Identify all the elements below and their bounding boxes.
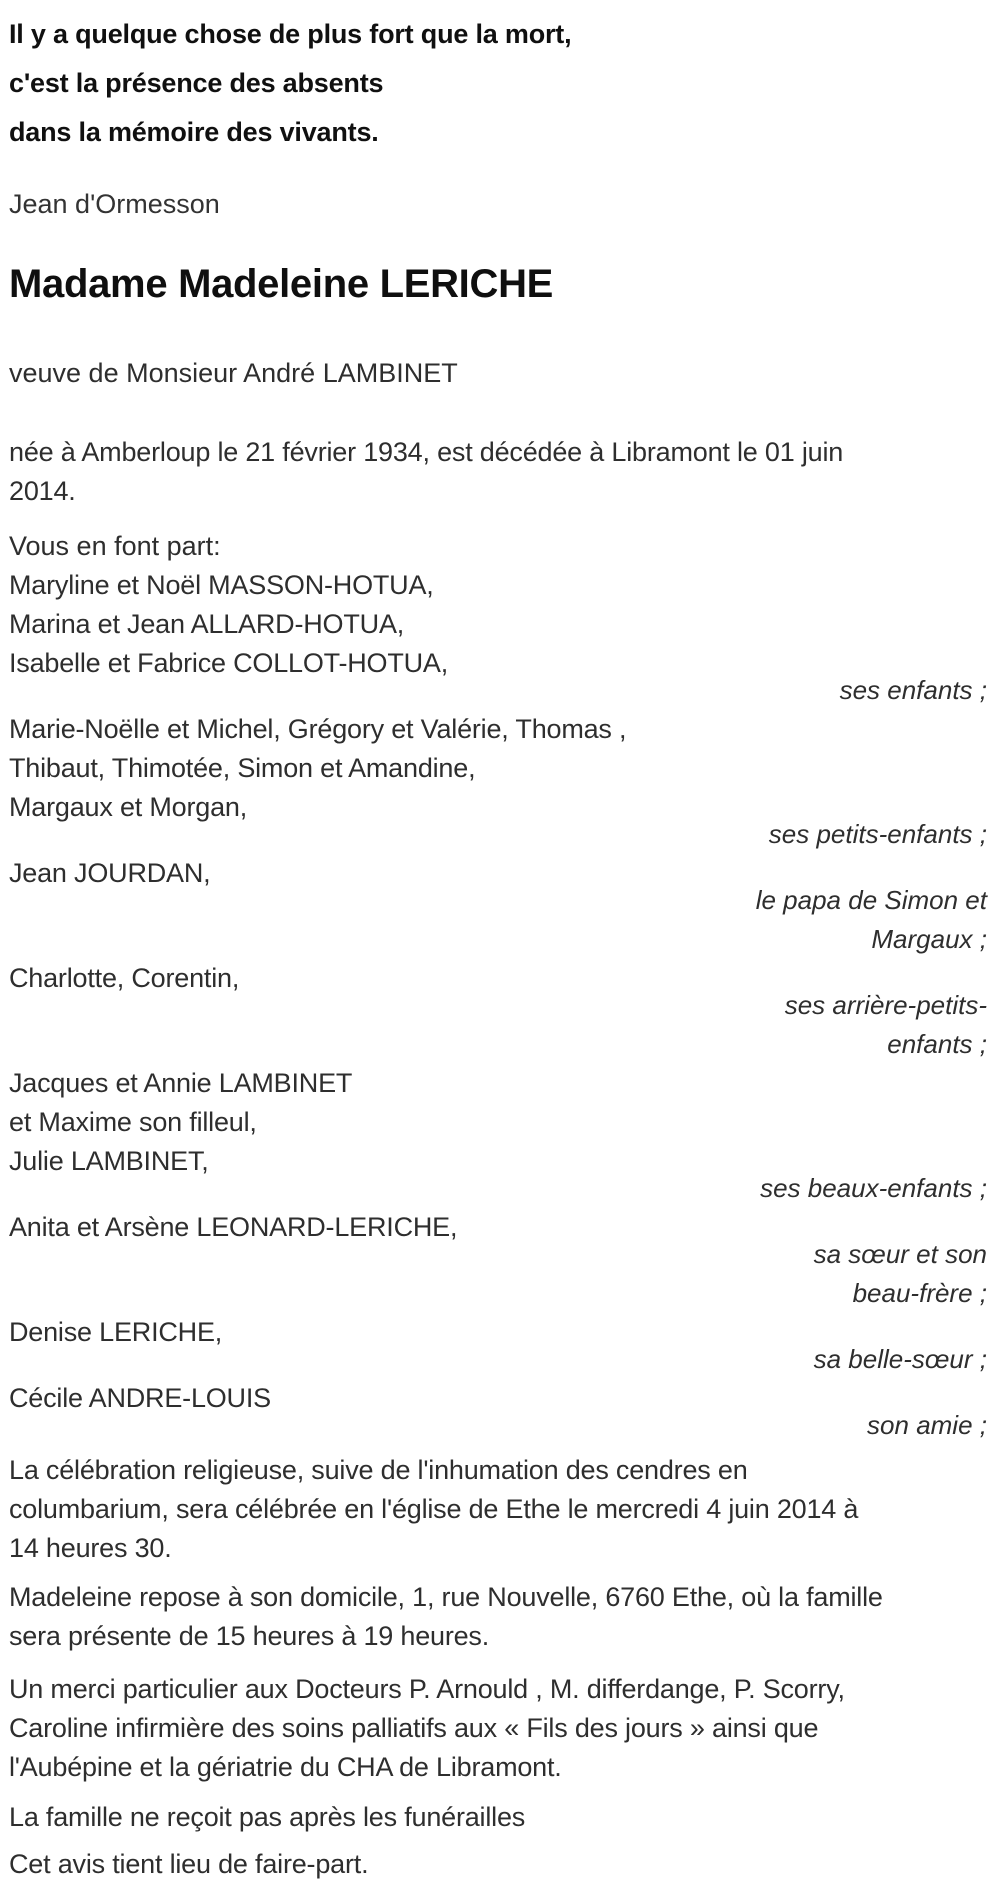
relation-line: ses enfants ; (839, 675, 987, 705)
quote-line: c'est la présence des absents (9, 68, 384, 98)
paragraph-line: Un merci particulier aux Docteurs P. Arnould , M. differdange, P. Scorry, (9, 1674, 845, 1704)
notice-paragraph (9, 1578, 987, 1656)
relation-line: enfants ; (887, 1029, 987, 1059)
relation-line: Margaux ; (871, 924, 987, 954)
relation-line: ses petits-enfants ; (768, 819, 987, 849)
birth-death-dates (9, 433, 987, 511)
announcement-intro: Vous en font part: (9, 531, 221, 561)
paragraph-line: Caroline infirmière des soins palliatifs aux « Fils des jours » ainsi que (9, 1713, 819, 1743)
notice-paragraph (9, 1845, 987, 1884)
family-name-line: Denise LERICHE, (9, 1317, 223, 1347)
paragraph-line: La célébration religieuse, suive de l'inhumation des cendres en (9, 1455, 748, 1485)
family-name-line: Charlotte, Corentin, (9, 963, 240, 993)
relation-line: beau-frère ; (852, 1278, 987, 1308)
family-name-line: Maryline et Noël MASSON-HOTUA, (9, 570, 434, 600)
relation-line: ses beaux-enfants ; (760, 1173, 987, 1203)
family-name-line: Jean JOURDAN, (9, 858, 211, 888)
family-name-line: Julie LAMBINET, (9, 1146, 209, 1176)
family-groups (9, 566, 987, 1445)
family-name-line: Thibaut, Thimotée, Simon et Amandine, (9, 753, 476, 783)
relation-line: sa belle-sœur ; (813, 1344, 987, 1374)
family-group (9, 1208, 987, 1313)
dates-line: née à Amberloup le 21 février 1934, est décédée à Libramont le 01 juin (9, 437, 844, 467)
family-group (9, 1379, 987, 1445)
paragraph-line: 14 heures 30. (9, 1533, 172, 1563)
family-name-line: et Maxime son filleul, (9, 1107, 257, 1137)
family-group (9, 1313, 987, 1379)
paragraph-line: l'Aubépine et la gériatrie du CHA de Libramont. (9, 1752, 562, 1782)
family-name-line: Marina et Jean ALLARD-HOTUA, (9, 609, 405, 639)
quote-line: dans la mémoire des vivants. (9, 117, 379, 147)
paragraph-line: La famille ne reçoit pas après les funérailles (9, 1802, 526, 1832)
relation-line: le papa de Simon et (755, 885, 987, 915)
family-group (9, 959, 987, 1064)
quote-line: Il y a quelque chose de plus fort que la mort, (9, 19, 572, 49)
quote-author: Jean d'Ormesson (9, 189, 220, 219)
relation-line: son amie ; (867, 1410, 987, 1440)
notice-paragraph (9, 1798, 987, 1837)
notice-paragraph (9, 1451, 987, 1568)
paragraph-line: columbarium, sera célébrée en l'église de Ethe le mercredi 4 juin 2014 à (9, 1494, 859, 1524)
relation-line: sa sœur et son (813, 1239, 987, 1269)
deceased-name-title: Madame Madeleine LERICHE (9, 262, 554, 306)
family-name-line: Marie-Noëlle et Michel, Grégory et Valérie, Thomas , (9, 714, 627, 744)
family-group (9, 566, 987, 710)
family-group (9, 1064, 987, 1208)
paragraph-line: Cet avis tient lieu de faire-part. (9, 1849, 369, 1879)
paragraph-line: Madeleine repose à son domicile, 1, rue Nouvelle, 6760 Ethe, où la famille (9, 1582, 883, 1612)
family-name-line: Isabelle et Fabrice COLLOT-HOTUA, (9, 648, 449, 678)
notice-paragraph (9, 1670, 987, 1787)
family-name-line: Cécile ANDRE-LOUIS (9, 1383, 271, 1413)
family-name-line: Anita et Arsène LEONARD-LERICHE, (9, 1212, 458, 1242)
family-group (9, 710, 987, 854)
spouse-line: veuve de Monsieur André LAMBINET (9, 358, 458, 388)
family-name-line: Jacques et Annie LAMBINET (9, 1068, 353, 1098)
relation-line: ses arrière-petits- (784, 990, 987, 1020)
funeral-details (9, 1451, 987, 1884)
dates-line: 2014. (9, 476, 76, 506)
paragraph-line: sera présente de 15 heures à 19 heures. (9, 1621, 490, 1651)
memorial-quote (9, 10, 987, 157)
family-name-line: Margaux et Morgan, (9, 792, 248, 822)
family-group (9, 854, 987, 959)
